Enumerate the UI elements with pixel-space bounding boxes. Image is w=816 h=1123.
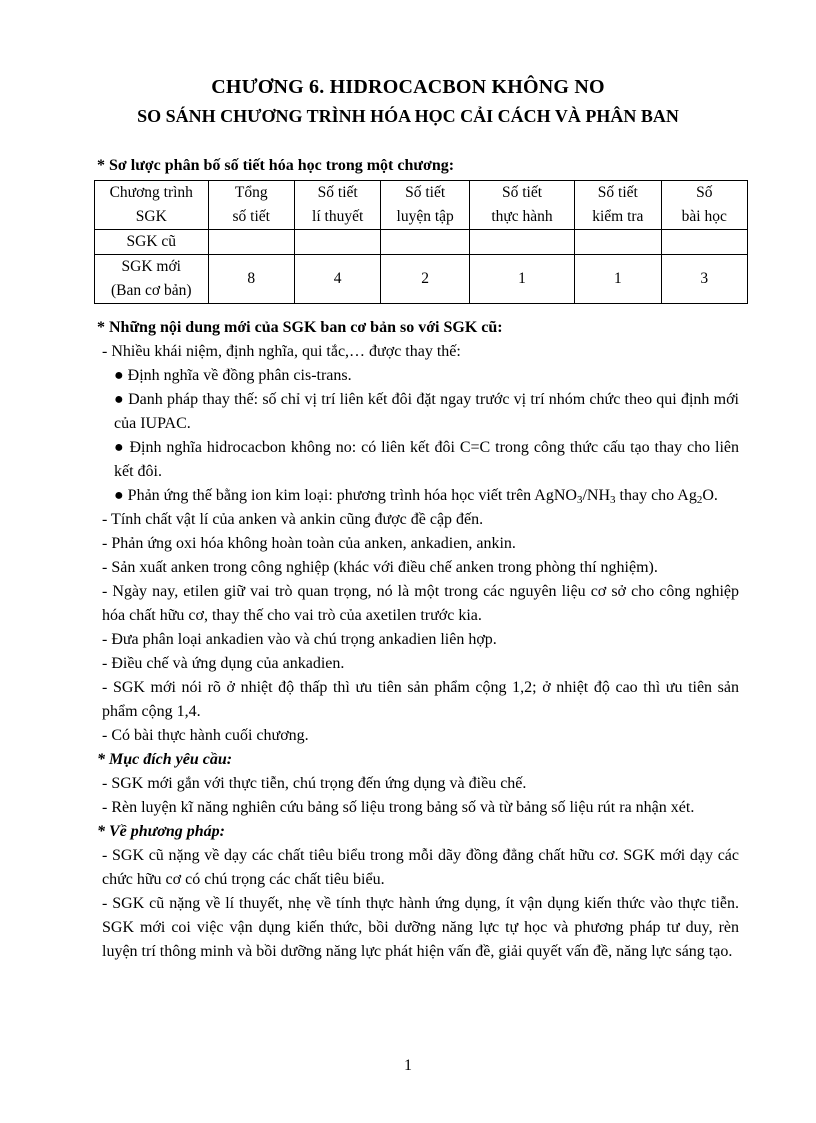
list-item: - SGK mới gắn với thực tiễn, chú trọng đến ứng dụng và điều chế. (102, 775, 527, 792)
list-item: - Điều chế và ứng dụng của ankadien. (102, 655, 345, 672)
list-item: - Sản xuất anken trong công nghiệp (khác với điều chế anken trong phòng thí nghiệm). (102, 559, 658, 576)
table-cell (469, 230, 574, 255)
table-cell (208, 230, 294, 255)
header-cell: Tổng số tiết (208, 181, 294, 230)
page-number: 1 (404, 1057, 412, 1074)
header-cell: Chương trình SGK (95, 181, 209, 230)
header-cell: Số tiết lí thuyết (294, 181, 380, 230)
table-cell (294, 230, 380, 255)
table-cell: 2 (381, 255, 470, 304)
table-cell (575, 230, 661, 255)
list-item: - SGK cũ nặng về lí thuyết, nhẹ về tính thực hành ứng dụng, ít vận dụng kiến thức vào thực tiễn. SGK mới coi việc vận dụng kiến thức, bồi dưỡng năng lực tự học và phương pháp tư duy, rèn luyện trí thông minh và bồi dưỡng năng lực phát hiện vấn đề, giải quyết vấn đề, năng lực sáng tạo. (102, 895, 739, 960)
syllabus-table (94, 180, 748, 304)
table-cell: 8 (208, 255, 294, 304)
table-cell (381, 230, 470, 255)
table-header-row (95, 181, 748, 230)
header-cell: Số tiết thực hành (469, 181, 574, 230)
table-cell (661, 230, 747, 255)
list-item: - Ngày nay, etilen giữ vai trò quan trọng, nó là một trong các nguyên liệu cơ sở cho công nghiệp hóa chất hữu cơ, thay thế cho vai trò của axetilen trước kia. (102, 583, 739, 624)
list-item: - Tính chất vật lí của anken và ankin cũng được đề cập đến. (102, 511, 484, 528)
header-cell: Số tiết luyện tập (381, 181, 470, 230)
list-item: - Nhiều khái niệm, định nghĩa, qui tắc,… được thay thế: (102, 343, 461, 360)
bullet-item: ● Phản ứng thế bằng ion kim loại: phương trình hóa học viết trên $AgNO_3/NH_3$ thay cho $Ag_2O$. (114, 487, 718, 506)
table-cell: 4 (294, 255, 380, 304)
chapter-title: CHƯƠNG 6. HIDROCACBON KHÔNG NO (211, 76, 605, 98)
page-content (94, 154, 739, 964)
section-heading-new-content: * Những nội dung mới của SGK ban cơ bản so với SGK cũ: (97, 319, 503, 336)
header-cell: Số bài học (661, 181, 747, 230)
table-cell: 3 (661, 255, 747, 304)
bullet-item: ● Danh pháp thay thế: số chỉ vị trí liên kết đôi đặt ngay trước vị trí nhóm chức theo qui định mới của IUPAC. (114, 391, 739, 432)
row-label: SGK mới (Ban cơ bản) (95, 255, 209, 304)
list-item: - SGK cũ nặng về dạy các chất tiêu biểu trong mỗi dãy đồng đẳng chất hữu cơ. SGK mới dạy các chức hữu cơ có chú trọng các chất tiêu biểu. (102, 847, 739, 888)
table-cell: 1 (575, 255, 661, 304)
section-heading-methods: * Về phương pháp: (97, 823, 225, 840)
list-item: - Phản ứng oxi hóa không hoàn toàn của anken, ankadien, ankin. (102, 535, 516, 552)
chapter-subtitle: SO SÁNH CHƯƠNG TRÌNH HÓA HỌC CẢI CÁCH VÀ PHÂN BAN (137, 106, 679, 126)
table-row (95, 230, 748, 255)
header-cell: Số tiết kiểm tra (575, 181, 661, 230)
list-item: - SGK mới nói rõ ở nhiệt độ thấp thì ưu tiên sản phẩm cộng 1,2; ở nhiệt độ cao thì ưu tiên sản phẩm cộng 1,4. (102, 679, 739, 720)
row-label: SGK cũ (95, 230, 209, 255)
list-item: - Đưa phân loại ankadien vào và chú trọng ankadien liên hợp. (102, 631, 497, 648)
list-item: - Có bài thực hành cuối chương. (102, 727, 309, 744)
table-cell: 1 (469, 255, 574, 304)
table-row (95, 255, 748, 304)
section-heading-objectives: * Mục đích yêu cầu: (97, 751, 233, 768)
bullet-item: ● Định nghĩa về đồng phân cis-trans. (114, 367, 352, 384)
bullet-item: ● Định nghĩa hidrocacbon không no: có liên kết đôi C=C trong công thức cấu tạo thay cho liên kết đôi. (114, 439, 739, 480)
list-item: - Rèn luyện kĩ năng nghiên cứu bảng số liệu trong bảng số và từ bảng số liệu rút ra nhận xét. (102, 799, 695, 816)
section-heading-syllabus: * Sơ lược phân bố số tiết hóa học trong một chương: (97, 157, 455, 174)
